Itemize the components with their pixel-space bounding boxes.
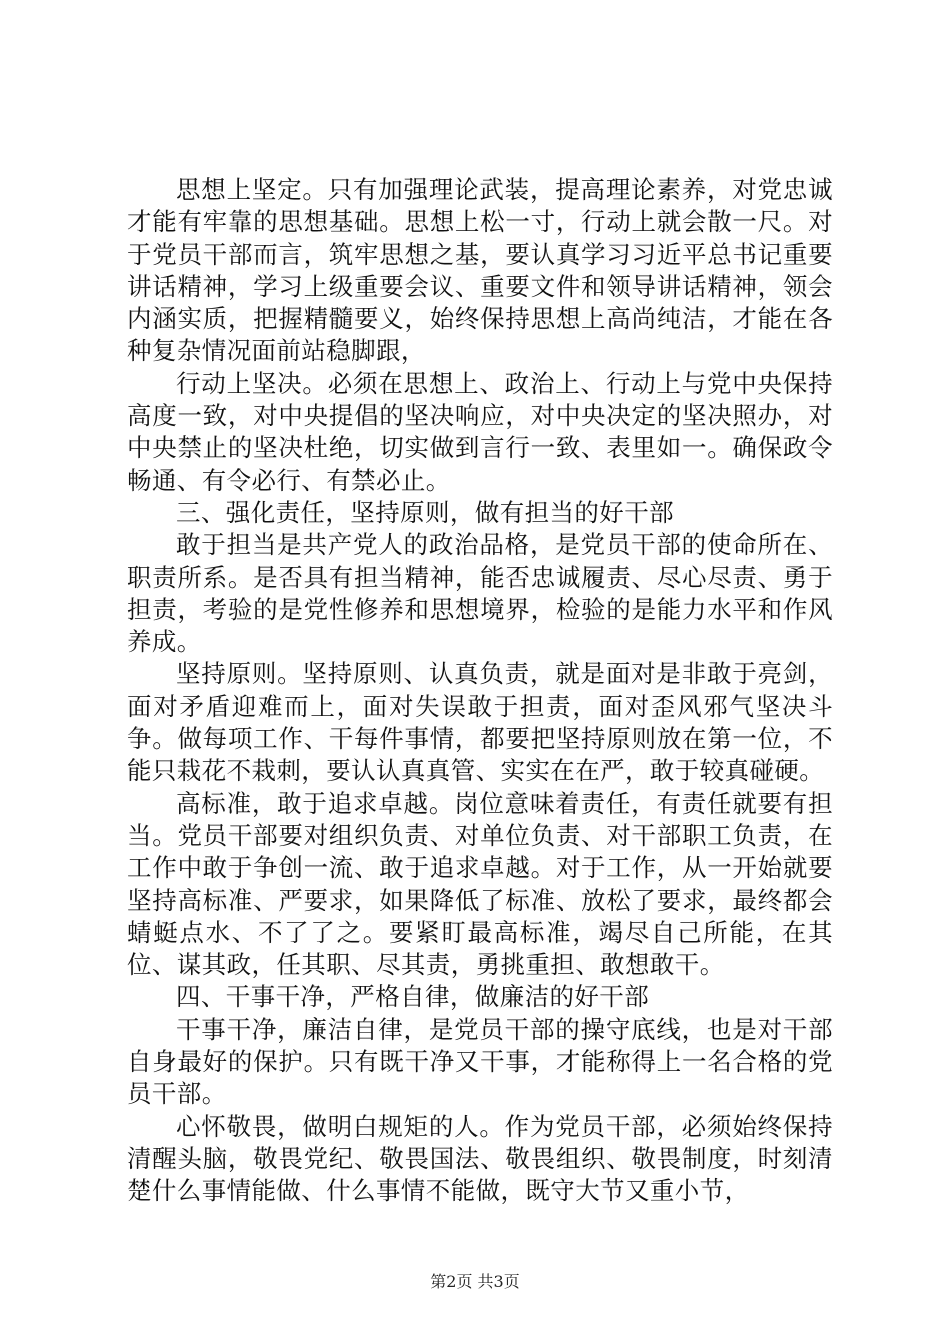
document-body xyxy=(127,174,833,1208)
paragraph-action-firm: 行动上坚决。必须在思想上、政治上、行动上与党中央保持高度一致，对中央提倡的坚决响应，对中央决定的坚决照办，对中央禁止的坚决杜绝，切实做到言行一致、表里如一。确保政令畅通、有令必行、有禁必止。 xyxy=(127,368,833,495)
section-heading-responsibility: 三、强化责任，坚持原则，做有担当的好干部 xyxy=(176,497,674,527)
paragraph-ideology-firm: 思想上坚定。只有加强理论武装，提高理论素养，对党忠诚才能有牢靠的思想基础。思想上松一寸，行动上就会散一尺。对于党员干部而言，筑牢思想之基，要认真学习习近平总书记重要讲话精神，学习上级重要会议、重要文件和领导讲话精神，领会内涵实质，把握精髓要义，始终保持思想上高尚纯洁，才能在各种复杂情况面前站稳脚跟， xyxy=(127,175,833,366)
paragraph-reverence-rules: 心怀敬畏，做明白规矩的人。作为党员干部，必须始终保持清醒头脑，敬畏党纪、敬畏国法、敬畏组织、敬畏制度，时刻清楚什么事情能做、什么事情不能做，既守大节又重小节， xyxy=(127,1111,833,1206)
section-heading-integrity: 四、干事干净，严格自律，做廉洁的好干部 xyxy=(176,982,650,1012)
page-number-footer: 第2页 共3页 xyxy=(430,1272,520,1291)
paragraph-dare-to-take-responsibility: 敢于担当是共产党人的政治品格，是党员干部的使命所在、职责所系。是否具有担当精神，能否忠诚履责、尽心尽责、勇于担责，考验的是党性修养和思想境界，检验的是能力水平和作风养成。 xyxy=(127,530,833,657)
paragraph-high-standards: 高标准，敢于追求卓越。岗位意味着责任，有责任就要有担当。党员干部要对组织负责、对单位负责、对干部职工负责，在工作中敢于争创一流、敢于追求卓越。对于工作，从一开始就要坚持高标准、严要求，如果降低了标准、放松了要求，最终都会蜻蜓点水、不了了之。要紧盯最高标准，竭尽自己所能，在其位、谋其政，任其职、尽其责，勇挑重担、敢想敢干。 xyxy=(127,788,833,980)
paragraph-clean-conduct: 干事干净，廉洁自律，是党员干部的操守底线，也是对干部自身最好的保护。只有既干净又干事，才能称得上一名合格的党员干部。 xyxy=(127,1014,833,1109)
paragraph-uphold-principles: 坚持原则。坚持原则、认真负责，就是面对是非敢于亮剑，面对矛盾迎难而上，面对失误敢于担责，面对歪风邪气坚决斗争。做每项工作、干每件事情，都要把坚持原则放在第一位，不能只栽花不栽刺，要认认真真管、实实在在严，敢于较真碰硬。 xyxy=(127,659,833,786)
